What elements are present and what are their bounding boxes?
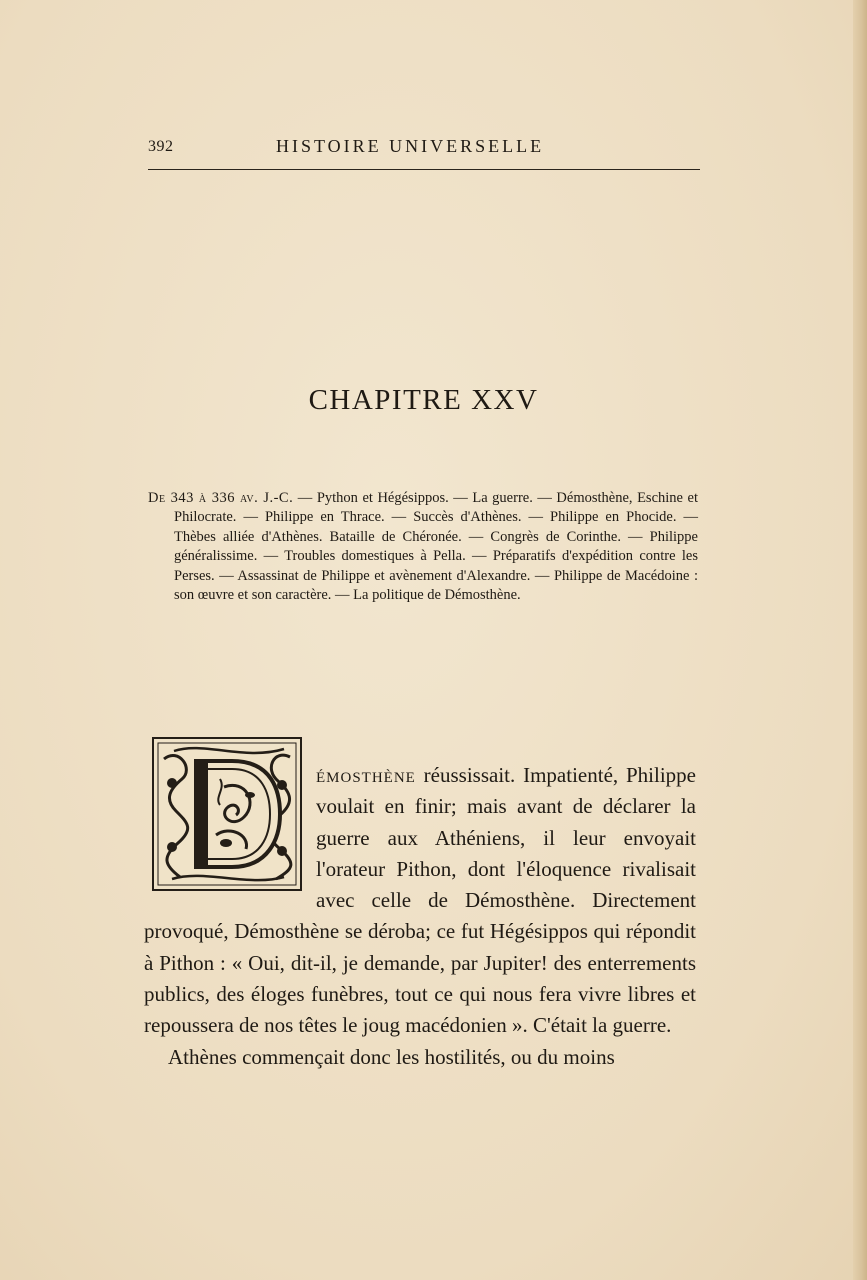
- paragraph-1: [144, 760, 696, 1042]
- header-rule: [148, 169, 700, 170]
- paragraph-1-text: réussissait. Impatienté, Philippe voulait en finir; mais avant de déclarer la guerre aux Athéniens, il leur envoyait l'orateur Pithon, dont l'éloquence rivalisait avec celle de Démosthène. Directement provoqué, Démosthène se déroba; ce fut Hégésippos qui répondit à Pithon : « Oui, dit-il, je demande, par Jupiter! des enterrements publics, des éloges funèbres, tout ce qui nous fera vivre libres et repoussera de nos têtes le joug macédonien ». C'était la guerre.: [144, 763, 696, 1038]
- drop-cap-space: [144, 736, 316, 892]
- summary-date-range: De 343 à 336 av. J.-C.: [148, 490, 294, 506]
- paragraph-2: Athènes commençait donc les hostilités, ou du moins: [168, 1044, 615, 1069]
- chapter-summary: [148, 489, 698, 605]
- chapter-title: CHAPITRE XXV: [308, 384, 539, 416]
- summary-text: — Python et Hégésippos. — La guerre. — Démosthène, Eschine et Philocrate. — Philippe en Thrace. — Succès d'Athènes. — Philippe en Phocide. — Thèbes alliée d'Athènes. Bataille de Chéronée. — Congrès de Corinthe. — Philippe généralissime. — Troubles domestiques à Pella. — Préparatifs d'expédition contre les Perses. — Assassinat de Philippe et avènement d'Alexandre. — Philippe de Macédoine : son œuvre et son caractère. — La politique de Démosthène.: [174, 490, 698, 604]
- lead-caps: émosthène: [316, 763, 416, 787]
- body-text: [144, 760, 696, 1073]
- page-edge: [853, 0, 867, 1280]
- running-title: HISTOIRE UNIVERSELLE: [276, 136, 545, 156]
- page-number: 392: [148, 138, 174, 155]
- page-header: [148, 136, 700, 166]
